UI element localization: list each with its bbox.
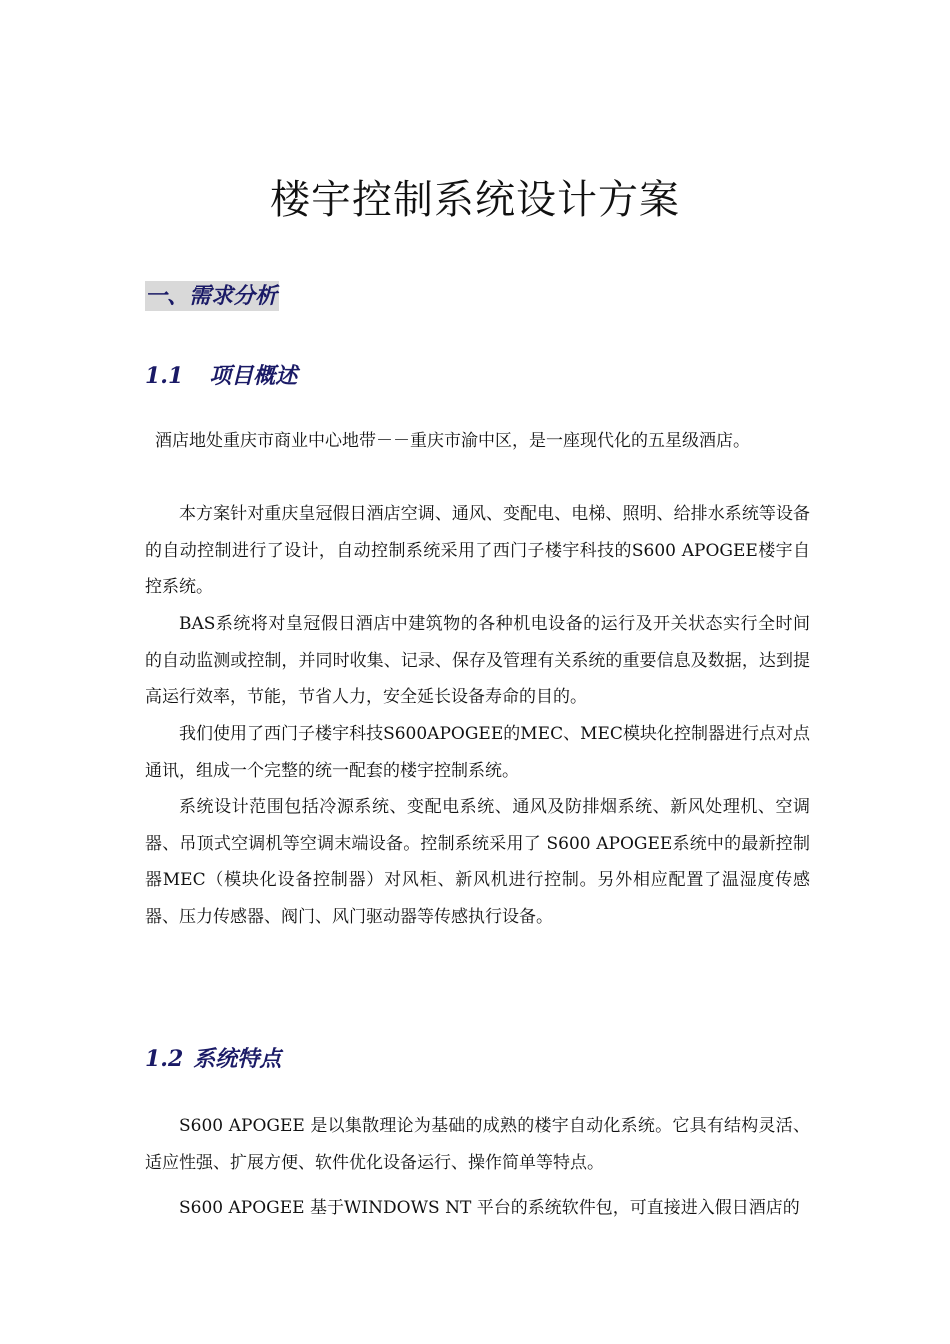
paragraph-scheme-overview: 本方案针对重庆皇冠假日酒店空调、通风、变配电、电梯、照明、给排水系统等设备的自动控制进行了设计，自动控制系统采用了西门子楼宇科技的S600 APOGEE楼宇自控系统。 <box>145 504 810 597</box>
paragraph-apogee-features: S600 APOGEE 是以集散理论为基础的成熟的楼宇自动化系统。它具有结构灵活、适应性强、扩展方便、软件优化设备运行、操作简单等特点。 <box>145 1116 810 1173</box>
document-title: 楼宇控制系统设计方案 <box>270 177 680 223</box>
paragraph-design-scope: 系统设计范围包括冷源系统、变配电系统、通风及防排烟系统、新风处理机、空调器、吊顶式空调机等空调末端设备。控制系统采用了 S600 APOGEE系统中的最新控制器MEC（模块化设备控制器）对风柜、新风机进行控制。另外相应配置了温湿度传感器、压力传感器、阀门、风门驱动器等传感执行设备。 <box>145 797 810 927</box>
paragraph-controllers: 我们使用了西门子楼宇科技S600APOGEE的MEC、MEC模块化控制器进行点对点通讯，组成一个完整的统一配套的楼宇控制系统。 <box>145 724 810 781</box>
subsection-title: 项目概述 <box>209 363 298 389</box>
paragraph-apogee-platform: S600 APOGEE 基于WINDOWS NT 平台的系统软件包，可直接进入假日酒店的 <box>179 1198 800 1218</box>
subsection-title: 系统特点 <box>193 1046 282 1072</box>
subsection-number: 1.2 <box>145 1046 184 1072</box>
paragraph-hotel-location: 酒店地处重庆市商业中心地带－－重庆市渝中区，是一座现代化的五星级酒店。 <box>155 431 750 451</box>
subsection-number: 1.1 <box>145 363 184 389</box>
paragraph-bas-system: BAS系统将对皇冠假日酒店中建筑物的各种机电设备的运行及开关状态实行全时间的自动监测或控制，并同时收集、记录、保存及管理有关系统的重要信息及数据，达到提高运行效率，节能，节省人力，安全延长设备寿命的目的。 <box>145 614 810 707</box>
subsection-heading-system-features <box>145 1044 281 1074</box>
section-heading-requirements: 一、需求分析 <box>145 283 278 309</box>
subsection-heading-project-overview <box>145 361 297 391</box>
